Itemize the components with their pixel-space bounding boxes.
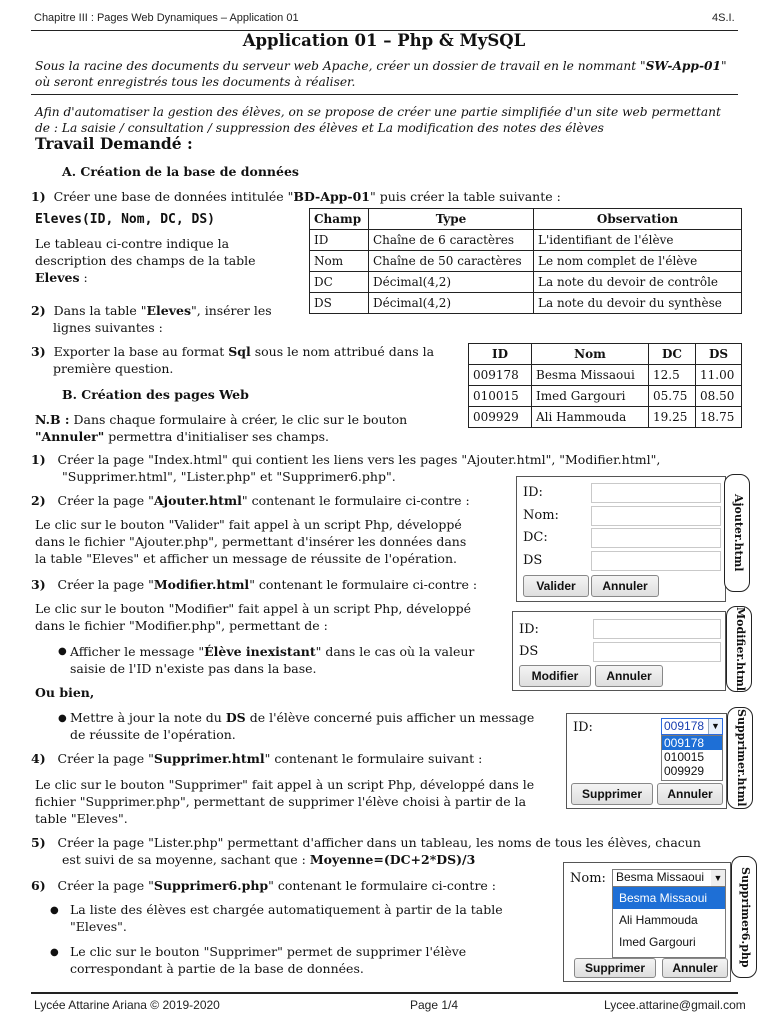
annuler-button[interactable]: Annuler: [657, 783, 723, 805]
form-modifier: [512, 611, 726, 691]
nb-note: [35, 411, 455, 445]
ds-field[interactable]: [593, 642, 721, 662]
table-cell: Chaîne de 50 caractères: [369, 251, 534, 272]
table-cell: Nom: [310, 251, 369, 272]
b3-number: 3): [31, 577, 46, 592]
nom-select[interactable]: [612, 869, 726, 887]
table-cell: Besma Missaoui: [532, 365, 649, 386]
data-table: [468, 343, 742, 428]
b3-bullet-1: [70, 643, 500, 677]
dc-field[interactable]: [591, 528, 721, 548]
b5-number: 5): [31, 835, 46, 850]
b6-text: Créer la page ": [57, 878, 154, 893]
form-supprimer: [566, 713, 727, 809]
supprimer-button[interactable]: Supprimer: [571, 783, 653, 805]
b2-line-3: la table "Eleves" et afficher un message de réussite de l'opération.: [35, 551, 457, 566]
b3-text-end: " contenant le formulaire ci-contre :: [249, 577, 478, 592]
col-champ: Champ: [310, 209, 369, 230]
table-row: [310, 230, 742, 251]
b2-text-end: " contenant le formulaire ci-contre :: [241, 493, 470, 508]
table-row: [469, 365, 742, 386]
annuler-button[interactable]: Annuler: [662, 958, 728, 978]
ou-bien: Ou bien,: [35, 685, 95, 700]
id-field[interactable]: [591, 483, 721, 503]
b6-bul2-line-2: correspondant à partie de la base de données.: [70, 961, 364, 976]
tab-supprimer-html: Supprimer.html: [727, 707, 753, 809]
list-item[interactable]: 009178: [662, 736, 722, 750]
table-cell: La note du devoir de contrôle: [534, 272, 742, 293]
intro2-text-2: de : La saisie / consultation / suppression des élèves et La modification des notes des élèves: [35, 121, 604, 135]
table-row: [469, 386, 742, 407]
b6-number: 6): [31, 878, 46, 893]
q1-text-end: " puis créer la table suivante :: [370, 189, 561, 204]
table-cell: 18.75: [696, 407, 742, 428]
nb-text-2: permettra d'initialiser ses champs.: [104, 429, 329, 444]
q3-format: Sql: [228, 344, 251, 359]
b3-line-2: dans le fichier "Modifier.php", permettant de :: [35, 618, 328, 633]
id-field[interactable]: [593, 619, 721, 639]
annuler-button[interactable]: Annuler: [595, 665, 663, 687]
id-label: ID:: [573, 720, 593, 735]
b2-line-2: dans le fichier "Ajouter.php", permettant d'insérer les données dans: [35, 534, 467, 549]
question-b3: [31, 576, 477, 593]
question-1: [31, 188, 561, 205]
table-cell: DS: [310, 293, 369, 314]
section-b-heading: B. Création des pages Web: [62, 387, 249, 402]
intro-rule: [31, 94, 738, 95]
intro2-text-1: Afin d'automatiser la gestion des élèves, on se propose de créer une partie simplifiée d'un site web permettant: [35, 105, 721, 119]
b3-bul2-text-end: de l'élève concerné puis afficher un message: [245, 710, 535, 725]
header-left: Chapitre III : Pages Web Dynamiques – Application 01: [34, 12, 299, 24]
desc-line-1: Le tableau ci-contre indique la: [35, 236, 230, 251]
desc-line-2: description des champs de la table: [35, 253, 256, 268]
question-2: [31, 302, 272, 336]
b3-message: Élève inexistant: [204, 644, 316, 659]
ds-field[interactable]: [591, 551, 721, 571]
folder-name: SW-App-01: [645, 59, 721, 73]
question-b4: [31, 750, 482, 767]
table-row: [310, 293, 742, 314]
nom-field[interactable]: [591, 506, 721, 526]
select-value: Besma Missaoui: [616, 870, 705, 884]
col-id: ID: [469, 344, 532, 365]
q2-text: Dans la table ": [53, 303, 147, 318]
travail-heading: Travail Demandé :: [35, 134, 193, 153]
schema-text: Eleves(ID, Nom, DC, DS): [35, 212, 216, 227]
table-cell: Chaîne de 6 caractères: [369, 230, 534, 251]
id-options-list: [661, 735, 723, 781]
list-item[interactable]: Ali Hammouda: [619, 913, 698, 927]
q1-text: Créer une base de données intitulée ": [53, 189, 294, 204]
q2-number: 2): [31, 303, 46, 318]
form-supprimer6: [563, 862, 731, 982]
id-select[interactable]: [661, 718, 723, 735]
b3-bul2-text: Mettre à jour la note du: [70, 710, 226, 725]
b4-number: 4): [31, 751, 46, 766]
list-item[interactable]: 010015: [664, 750, 705, 764]
b2-paragraph: [35, 516, 505, 567]
intro1-quote: ": [720, 59, 727, 73]
table-cell: DC: [310, 272, 369, 293]
b1-number: 1): [31, 452, 46, 467]
b5-line-2: est suivi de sa moyenne, sachant que :: [62, 852, 310, 867]
col-dc: DC: [649, 344, 696, 365]
list-item[interactable]: Imed Gargouri: [619, 935, 696, 949]
b6-text-end: " contenant le formulaire ci-contre :: [268, 878, 497, 893]
intro1-text-2: où seront enregistrés tous les documents à réaliser.: [35, 75, 356, 89]
b3-text: Créer la page ": [57, 577, 154, 592]
id-label: ID:: [523, 485, 543, 500]
tab-supprimer6-php: Supprimer6.php: [731, 856, 757, 978]
b3-page: Modifier.html: [153, 577, 250, 592]
footer-left: Lycée Attarine Ariana © 2019-2020: [34, 998, 220, 1012]
table-cell: Décimal(4,2): [369, 293, 534, 314]
b2-number: 2): [31, 493, 46, 508]
table-cell: Décimal(4,2): [369, 272, 534, 293]
q3-text-end: sous le nom attribué dans la: [250, 344, 435, 359]
data-table-header: [469, 344, 742, 365]
nb-annuler: "Annuler": [35, 429, 105, 444]
table-row: [310, 251, 742, 272]
header-right: 4S.I.: [712, 12, 735, 24]
bullet-icon: ●: [58, 713, 67, 724]
question-b6: [31, 877, 496, 894]
dc-label: DC:: [523, 530, 548, 545]
question-3: [31, 343, 451, 377]
list-item[interactable]: 009929: [664, 764, 705, 778]
intro-paragraph-2: [35, 104, 750, 136]
b6-page: Supprimer6.php: [153, 878, 269, 893]
schema-description: [35, 235, 285, 286]
b6-bul1-line-2: "Eleves".: [70, 919, 127, 934]
table-cell: 05.75: [649, 386, 696, 407]
nom-options-list: [612, 886, 726, 958]
list-item[interactable]: Besma Missaoui: [613, 887, 725, 909]
nom-label: Nom:: [523, 508, 559, 523]
table-cell: 010015: [469, 386, 532, 407]
db-name: BD-App-01: [293, 189, 371, 204]
b3-line-1: Le clic sur le bouton "Modifier" fait appel à un script Php, développé: [35, 601, 472, 616]
col-observation: Observation: [534, 209, 742, 230]
table-cell: 009178: [469, 365, 532, 386]
table-row: [469, 407, 742, 428]
desc-table-name: Eleves: [35, 270, 80, 285]
intro1-text: Sous la racine des documents du serveur web Apache, créer un dossier de travail en le nommant ": [35, 59, 646, 73]
annuler-button[interactable]: Annuler: [591, 575, 659, 597]
form-ajouter: [516, 476, 726, 602]
b3-bul2-line-2: de réussite de l'opération.: [70, 727, 236, 742]
question-b2: [31, 492, 470, 509]
table-cell: ID: [310, 230, 369, 251]
b6-bul2-line-1: Le clic sur le bouton "Supprimer" permet de supprimer l'élève: [70, 944, 467, 959]
b4-text-end: " contenant le formulaire suivant :: [264, 751, 483, 766]
q3-number: 3): [31, 344, 46, 359]
b3-bul1-text-end: " dans le cas où la valeur: [315, 644, 475, 659]
b4-line-2: fichier "Supprimer.php", permettant de supprimer l'élève choisi à partir de la: [35, 794, 527, 809]
select-value: 009178: [664, 719, 705, 733]
table-cell: 12.5: [649, 365, 696, 386]
b5-line-1: Créer la page "Lister.php" permettant d'afficher dans un tableau, les noms de tous les élèves, chacun: [57, 835, 701, 850]
b6-bul1-line-1: La liste des élèves est chargée automatiquement à partir de la table: [70, 902, 503, 917]
q1-number: 1): [31, 189, 46, 204]
b2-page: Ajouter.html: [153, 493, 242, 508]
nom-label: Nom:: [570, 871, 606, 886]
table-cell: 11.00: [696, 365, 742, 386]
table-cell: L'identifiant de l'élève: [534, 230, 742, 251]
b3-bul1-text: Afficher le message ": [70, 644, 205, 659]
col-type: Type: [369, 209, 534, 230]
fields-table: [309, 208, 742, 314]
table-cell: 009929: [469, 407, 532, 428]
id-label: ID:: [519, 622, 539, 637]
desc-colon: :: [79, 270, 88, 285]
b4-line-1: Le clic sur le bouton "Supprimer" fait appel à un script Php, développé dans le: [35, 777, 535, 792]
b3-bullet-2: [70, 709, 560, 743]
tab-modifier-html: Modifier.html: [726, 606, 752, 692]
supprimer-button[interactable]: Supprimer: [574, 958, 656, 978]
nb-label: N.B :: [35, 412, 70, 427]
b4-page: Supprimer.html: [153, 751, 265, 766]
q2-table-name: Eleves: [146, 303, 191, 318]
ds-label: DS: [519, 644, 539, 659]
b3-bul1-line-2: saisie de l'ID n'existe pas dans la base.: [70, 661, 317, 676]
col-nom: Nom: [532, 344, 649, 365]
bullet-icon: ●: [50, 947, 59, 958]
section-a-heading: A. Création de la base de données: [62, 164, 299, 179]
b4-paragraph: [35, 776, 555, 827]
footer-rule: [31, 992, 738, 994]
nb-text: Dans chaque formulaire à créer, le clic sur le bouton: [69, 412, 408, 427]
footer-right: Lycee.attarine@gmail.com: [604, 998, 746, 1012]
table-row: [310, 272, 742, 293]
b3-ds: DS: [225, 710, 246, 725]
col-ds: DS: [696, 344, 742, 365]
b1-line-2: "Supprimer.html", "Lister.php" et "Supprimer6.php".: [62, 469, 396, 484]
table-cell: Le nom complet de l'élève: [534, 251, 742, 272]
fields-table-header: [310, 209, 742, 230]
intro-paragraph-1: [35, 58, 745, 90]
tab-ajouter-html: Ajouter.html: [724, 474, 750, 592]
b6-bullet-1: [70, 901, 540, 935]
b1-line-1: Créer la page "Index.html" qui contient les liens vers les pages "Ajouter.html", "Modifier.html",: [57, 452, 661, 467]
table-cell: La note du devoir du synthèse: [534, 293, 742, 314]
b5-formula: Moyenne=(DC+2*DS)/3: [309, 852, 476, 867]
b2-line-1: Le clic sur le bouton "Valider" fait appel à un script Php, développé: [35, 517, 462, 532]
bullet-icon: ●: [50, 905, 59, 916]
q2-text-2: lignes suivantes :: [53, 320, 163, 335]
table-cell: Imed Gargouri: [532, 386, 649, 407]
table-cell: 19.25: [649, 407, 696, 428]
b4-line-3: table "Eleves".: [35, 811, 128, 826]
b6-bullet-2: [70, 943, 540, 977]
b4-text: Créer la page ": [57, 751, 154, 766]
table-cell: 08.50: [696, 386, 742, 407]
chevron-down-icon[interactable]: ▼: [711, 870, 725, 886]
chevron-down-icon[interactable]: ▼: [708, 719, 722, 734]
table-cell: Ali Hammouda: [532, 407, 649, 428]
footer-center: Page 1/4: [410, 998, 459, 1012]
modifier-button[interactable]: Modifier: [519, 665, 591, 687]
valider-button[interactable]: Valider: [523, 575, 589, 597]
page-title: Application 01 – Php & MySQL: [242, 31, 526, 50]
ds-label: DS: [523, 553, 543, 568]
bullet-icon: ●: [58, 646, 67, 657]
q2-text-end: ", insérer les: [191, 303, 272, 318]
b3-paragraph: [35, 600, 505, 634]
q3-text-2: première question.: [53, 361, 174, 376]
b2-text: Créer la page ": [57, 493, 154, 508]
q3-text: Exporter la base au format: [53, 344, 229, 359]
